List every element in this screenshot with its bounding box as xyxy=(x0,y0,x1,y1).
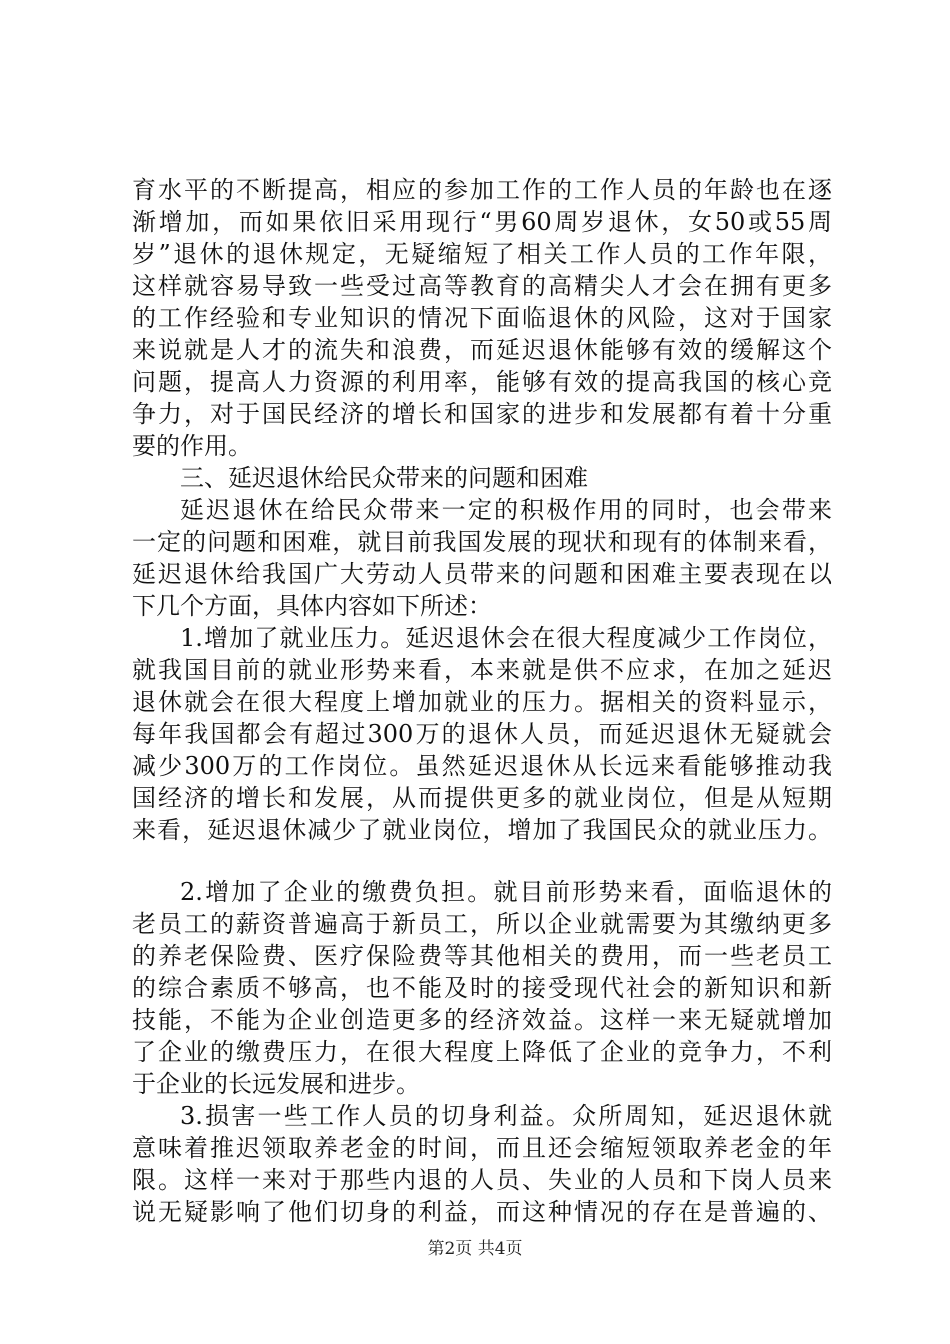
text-line: 1.增加了就业压力。延迟退休会在很大程度减少工作岗位， xyxy=(180,624,832,652)
text-line: 限。这样一来对于那些内退的人员、失业的人员和下岗人员来 xyxy=(132,1166,832,1194)
text-line: 说无疑影响了他们切身的利益，而这种情况的存在是普遍的、 xyxy=(132,1198,832,1226)
text-line: 一定的问题和困难，就目前我国发展的现状和现有的体制来看， xyxy=(132,528,832,556)
text-line: 国经济的增长和发展，从而提供更多的就业岗位，但是从短期 xyxy=(132,784,832,812)
page-number: 第2页 共4页 xyxy=(427,1239,523,1259)
text-line: 来看，延迟退休减少了就业岗位，增加了我国民众的就业压力。 xyxy=(132,816,832,844)
text-line: 老员工的薪资普遍高于新员工，所以企业就需要为其缴纳更多 xyxy=(132,910,832,938)
text-line: 意味着推迟领取养老金的时间，而且还会缩短领取养老金的年 xyxy=(132,1134,832,1162)
text-line: 延迟退休在给民众带来一定的积极作用的同时，也会带来 xyxy=(180,496,832,524)
section-heading: 三、延迟退休给民众带来的问题和困难 xyxy=(180,464,588,492)
text-line: 每年我国都会有超过300万的退休人员，而延迟退休无疑就会 xyxy=(132,720,832,748)
text-line: 2.增加了企业的缴费负担。就目前形势来看，面临退休的 xyxy=(180,878,832,906)
text-line: 于企业的长远发展和进步。 xyxy=(132,1070,420,1098)
text-line: 3.损害一些工作人员的切身利益。众所周知，延迟退休就 xyxy=(180,1102,832,1130)
text-line: 的养老保险费、医疗保险费等其他相关的费用，而一些老员工 xyxy=(132,942,832,970)
text-line: 了企业的缴费压力，在很大程度上降低了企业的竞争力，不利 xyxy=(132,1038,832,1066)
text-line: 技能，不能为企业创造更多的经济效益。这样一来无疑就增加 xyxy=(132,1006,832,1034)
text-line: 的综合素质不够高，也不能及时的接受现代社会的新知识和新 xyxy=(132,974,832,1002)
text-line: 下几个方面，具体内容如下所述： xyxy=(132,592,492,620)
text-line: 的工作经验和专业知识的情况下面临退休的风险，这对于国家 xyxy=(132,304,832,332)
text-line: 减少300万的工作岗位。虽然延迟退休从长远来看能够推动我 xyxy=(132,752,832,780)
text-line: 渐增加，而如果依旧采用现行“男60周岁退休，女50或55周 xyxy=(132,208,832,236)
text-line: 来说就是人才的流失和浪费，而延迟退休能够有效的缓解这个 xyxy=(132,336,832,364)
text-line: 延迟退休给我国广大劳动人员带来的问题和困难主要表现在以 xyxy=(132,560,832,588)
text-line: 育水平的不断提高，相应的参加工作的工作人员的年龄也在逐 xyxy=(132,176,832,204)
text-line: 问题，提高人力资源的利用率，能够有效的提高我国的核心竞 xyxy=(132,368,832,396)
text-line: 岁”退休的退休规定，无疑缩短了相关工作人员的工作年限， xyxy=(132,240,832,268)
text-line: 要的作用。 xyxy=(132,432,252,460)
text-line: 争力，对于国民经济的增长和国家的进步和发展都有着十分重 xyxy=(132,400,832,428)
text-line: 退休就会在很大程度上增加就业的压力。据相关的资料显示， xyxy=(132,688,832,716)
text-line: 就我国目前的就业形势来看，本来就是供不应求，在加之延迟 xyxy=(132,656,832,684)
text-line: 这样就容易导致一些受过高等教育的高精尖人才会在拥有更多 xyxy=(132,272,832,300)
